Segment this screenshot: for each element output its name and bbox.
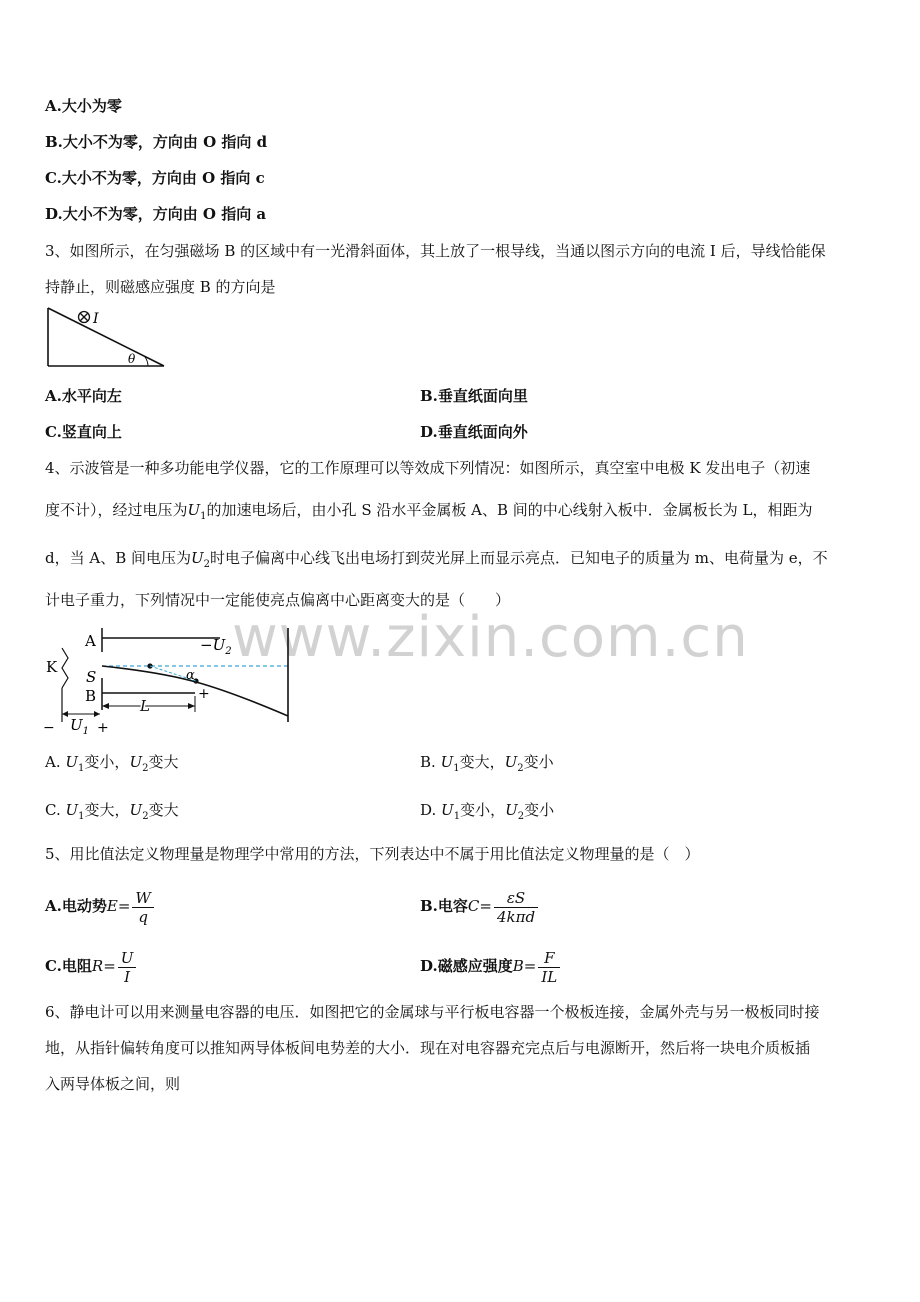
- u1-plus: +: [97, 720, 109, 736]
- u2-label: $-U_2$: [200, 636, 232, 657]
- prev-option-a: A.大小为零: [45, 97, 122, 115]
- q5-stem: 5、用比值法定义物理量是物理学中常用的方法，下列表达中不属于用比值法定义物理量的是（ ）: [45, 845, 700, 863]
- q3-option-b: B.垂直纸面向里: [420, 387, 528, 405]
- plate-b-label: B: [85, 687, 97, 705]
- q4-option-b: B. $U_1$变大，$U_2$变小: [420, 753, 554, 774]
- q3-option-a: A.水平向左: [45, 387, 122, 405]
- q5-option-a: A.电动势E= $\frac{W}{q}$: [45, 886, 156, 926]
- q4-option-a: A. $U_1$变小，$U_2$变大: [45, 753, 179, 774]
- q4-option-d: D. $U_1$变小，$U_2$变小: [420, 801, 555, 822]
- u1-label: $U_1$: [70, 716, 90, 736]
- q3-option-d: D.垂直纸面向外: [420, 423, 528, 441]
- watermark: www.zixin.com.cn: [232, 605, 749, 670]
- prev-option-b: B.大小不为零，方向由 O 指向 d: [45, 133, 268, 151]
- q4-option-c: C. $U_1$变大，$U_2$变大: [45, 801, 179, 822]
- q5-option-d: D.磁感应强度B= $\frac{F}{IL}$: [420, 946, 562, 986]
- q4-stem-line2: 度不计），经过电压为$U_1$的加速电场后，由小孔 S 沿水平金属板 A、B 间的中心线射入板中．金属板长为 L，相距为: [45, 501, 813, 522]
- plate-b-plus: +: [198, 686, 210, 702]
- current-into-page-icon: [79, 312, 90, 323]
- q6-stem-line2: 地，从指针偏转角度可以推知两导体板间电势差的大小．现在对电容器充完点后与电源断开，然后将一块电介质板插: [45, 1039, 811, 1057]
- q4-stem-line3: d，当 A、B 间电压为$U_2$时电子偏离中心线飞出电场打到荧光屏上而显示亮点．已知电子的质量为 m、电荷量为 e，不: [45, 549, 828, 570]
- u1-minus: −: [43, 720, 55, 736]
- prev-option-d: D.大小不为零，方向由 O 指向 a: [45, 205, 267, 223]
- plate-a-label: A: [85, 632, 96, 650]
- prev-option-c: C.大小不为零，方向由 O 指向 c: [45, 169, 265, 187]
- hole-s-label: S: [86, 668, 97, 686]
- q6-stem-line3: 入两导体板之间，则: [45, 1075, 181, 1093]
- electrode-k-label: K: [46, 658, 58, 676]
- current-label: I: [93, 311, 99, 327]
- q4-stem-line4: 计电子重力，下列情况中一定能使亮点偏离中心距离变大的是（ ）: [45, 591, 511, 609]
- q5-option-c: C.电阻R= $\frac{U}{I}$: [45, 946, 138, 986]
- q3-stem-line1: 3、如图所示，在匀强磁场 B 的区域中有一光滑斜面体，其上放了一根导线，当通以图示方向的电流 I 后，导线恰能保: [45, 242, 826, 260]
- q6-stem-line1: 6、静电计可以用来测量电容器的电压．如图把它的金属球与平行板电容器一个极板连接，金属外壳与另一极板同时接: [45, 1003, 820, 1021]
- deflection-angle-label: α: [186, 668, 195, 683]
- angle-label: θ: [128, 352, 136, 366]
- q3-incline-figure: [44, 306, 168, 370]
- q4-oscilloscope-figure: [40, 622, 300, 736]
- q3-option-c: C.竖直向上: [45, 423, 122, 441]
- plate-length-label: L: [140, 697, 150, 715]
- q3-stem-line2: 持静止，则磁感应强度 B 的方向是: [45, 278, 276, 296]
- q4-stem-line1: 4、示波管是一种多功能电学仪器，它的工作原理可以等效成下列情况：如图所示，真空室中电极 K 发出电子（初速: [45, 459, 811, 477]
- q5-option-b: B.电容C= $\frac{\varepsilon S}{\text{4kπd}}$: [420, 886, 540, 926]
